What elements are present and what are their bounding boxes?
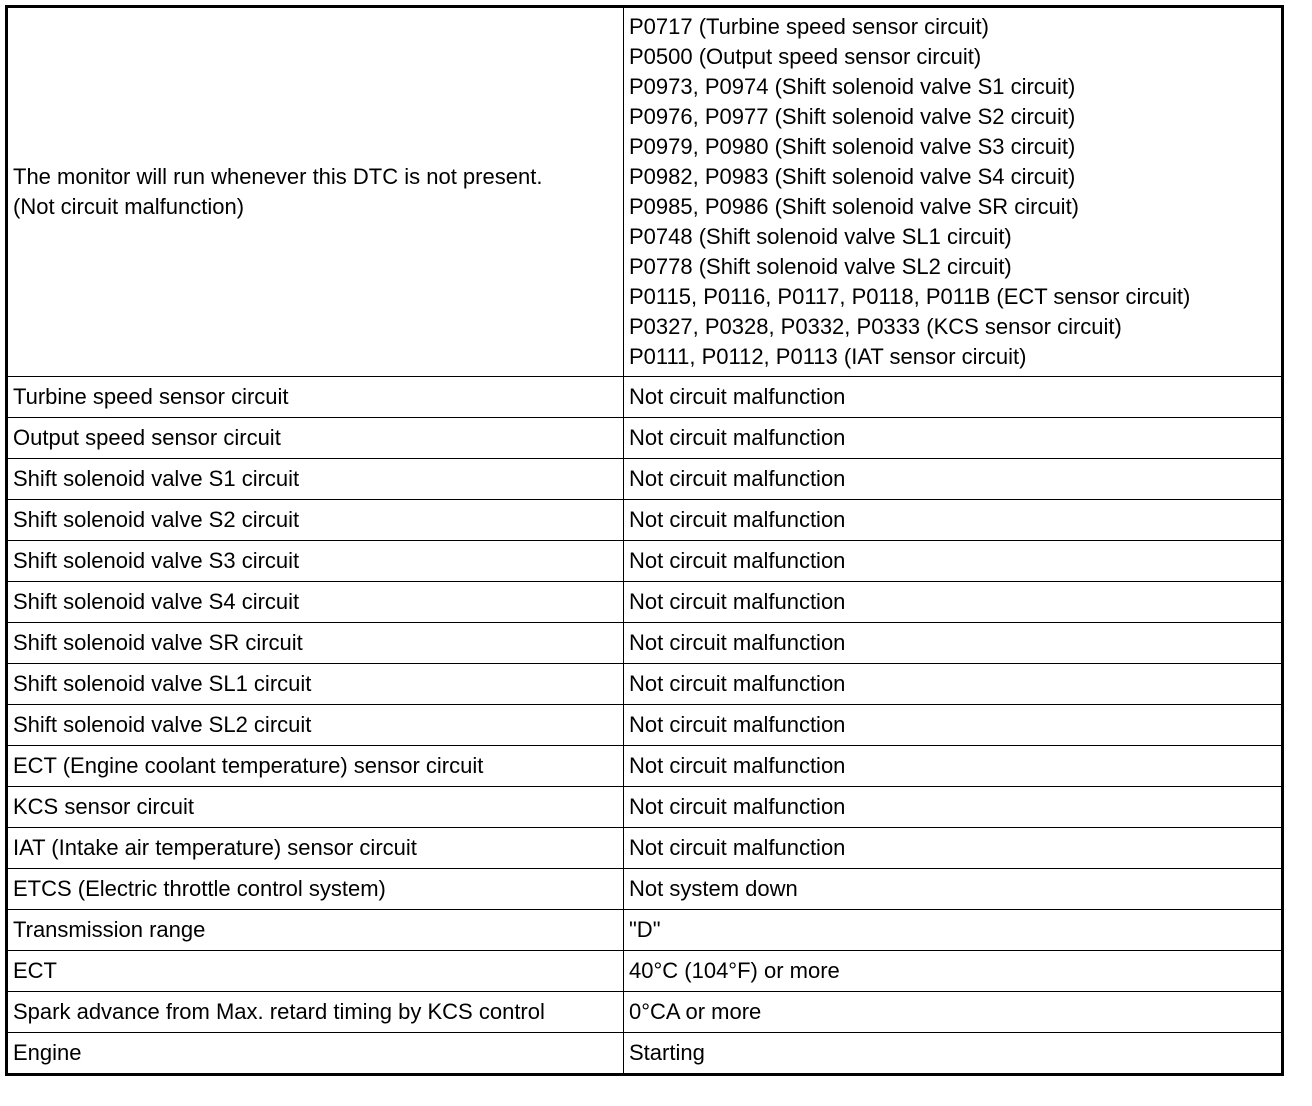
condition-cell: Not circuit malfunction — [624, 418, 1283, 459]
item-cell: ETCS (Electric throttle control system) — [7, 869, 624, 910]
item-cell: ECT — [7, 951, 624, 992]
condition-cell: Not circuit malfunction — [624, 664, 1283, 705]
item-cell: IAT (Intake air temperature) sensor circuit — [7, 828, 624, 869]
condition-cell: Not circuit malfunction — [624, 500, 1283, 541]
condition-cell: Not circuit malfunction — [624, 746, 1283, 787]
table-row — [7, 951, 1283, 992]
table-row — [7, 705, 1283, 746]
dtc-line: P0778 (Shift solenoid valve SL2 circuit) — [629, 254, 1012, 279]
item-cell: Spark advance from Max. retard timing by KCS control — [7, 992, 624, 1033]
table-row — [7, 664, 1283, 705]
dtc-line: P0985, P0986 (Shift solenoid valve SR circuit) — [629, 194, 1080, 219]
dtc-line: P0976, P0977 (Shift solenoid valve S2 circuit) — [629, 104, 1076, 129]
dtc-line: P0111, P0112, P0113 (IAT sensor circuit) — [629, 344, 1027, 369]
monitor-conditions-table — [5, 5, 1284, 1076]
condition-cell: Not circuit malfunction — [624, 541, 1283, 582]
dtc-line: P0327, P0328, P0332, P0333 (KCS sensor circuit) — [629, 314, 1122, 339]
table-row — [7, 1033, 1283, 1075]
item-cell: Shift solenoid valve S2 circuit — [7, 500, 624, 541]
condition-cell: Starting — [624, 1033, 1283, 1075]
table-row — [7, 500, 1283, 541]
table-row — [7, 746, 1283, 787]
item-cell: Engine — [7, 1033, 624, 1075]
table-row — [7, 910, 1283, 951]
dtc-note-cell — [7, 7, 624, 377]
dtc-line: P0982, P0983 (Shift solenoid valve S4 circuit) — [629, 164, 1076, 189]
table-row — [7, 582, 1283, 623]
table-row — [7, 828, 1283, 869]
dtc-line: P0115, P0116, P0117, P0118, P011B (ECT sensor circuit) — [629, 284, 1191, 309]
table-row — [7, 787, 1283, 828]
condition-cell: Not circuit malfunction — [624, 377, 1283, 418]
table-body — [7, 7, 1283, 1075]
dtc-line: P0748 (Shift solenoid valve SL1 circuit) — [629, 224, 1012, 249]
table-row — [7, 992, 1283, 1033]
dtc-note-line: The monitor will run whenever this DTC is not present. — [13, 164, 543, 189]
condition-cell: "D" — [624, 910, 1283, 951]
item-cell: KCS sensor circuit — [7, 787, 624, 828]
condition-cell: Not circuit malfunction — [624, 787, 1283, 828]
dtc-line: P0717 (Turbine speed sensor circuit) — [629, 14, 989, 39]
table-row — [7, 623, 1283, 664]
dtc-list-cell — [624, 7, 1283, 377]
item-cell: Shift solenoid valve S4 circuit — [7, 582, 624, 623]
item-cell: Turbine speed sensor circuit — [7, 377, 624, 418]
table-row — [7, 377, 1283, 418]
condition-cell: Not circuit malfunction — [624, 705, 1283, 746]
condition-cell: Not circuit malfunction — [624, 623, 1283, 664]
table-row-dtc-list — [7, 7, 1283, 377]
item-cell: Shift solenoid valve SR circuit — [7, 623, 624, 664]
table-row — [7, 418, 1283, 459]
item-cell: Output speed sensor circuit — [7, 418, 624, 459]
dtc-line: P0973, P0974 (Shift solenoid valve S1 circuit) — [629, 74, 1076, 99]
item-cell: ECT (Engine coolant temperature) sensor circuit — [7, 746, 624, 787]
dtc-note-line: (Not circuit malfunction) — [13, 194, 245, 219]
item-cell: Shift solenoid valve SL2 circuit — [7, 705, 624, 746]
condition-cell: 0°CA or more — [624, 992, 1283, 1033]
dtc-line: P0500 (Output speed sensor circuit) — [629, 44, 982, 69]
condition-cell: Not circuit malfunction — [624, 459, 1283, 500]
condition-cell: Not system down — [624, 869, 1283, 910]
table-row — [7, 459, 1283, 500]
condition-cell: Not circuit malfunction — [624, 828, 1283, 869]
table-row — [7, 541, 1283, 582]
dtc-line: P0979, P0980 (Shift solenoid valve S3 circuit) — [629, 134, 1076, 159]
item-cell: Shift solenoid valve SL1 circuit — [7, 664, 624, 705]
item-cell: Transmission range — [7, 910, 624, 951]
table-row — [7, 869, 1283, 910]
item-cell: Shift solenoid valve S1 circuit — [7, 459, 624, 500]
item-cell: Shift solenoid valve S3 circuit — [7, 541, 624, 582]
condition-cell: 40°C (104°F) or more — [624, 951, 1283, 992]
condition-cell: Not circuit malfunction — [624, 582, 1283, 623]
